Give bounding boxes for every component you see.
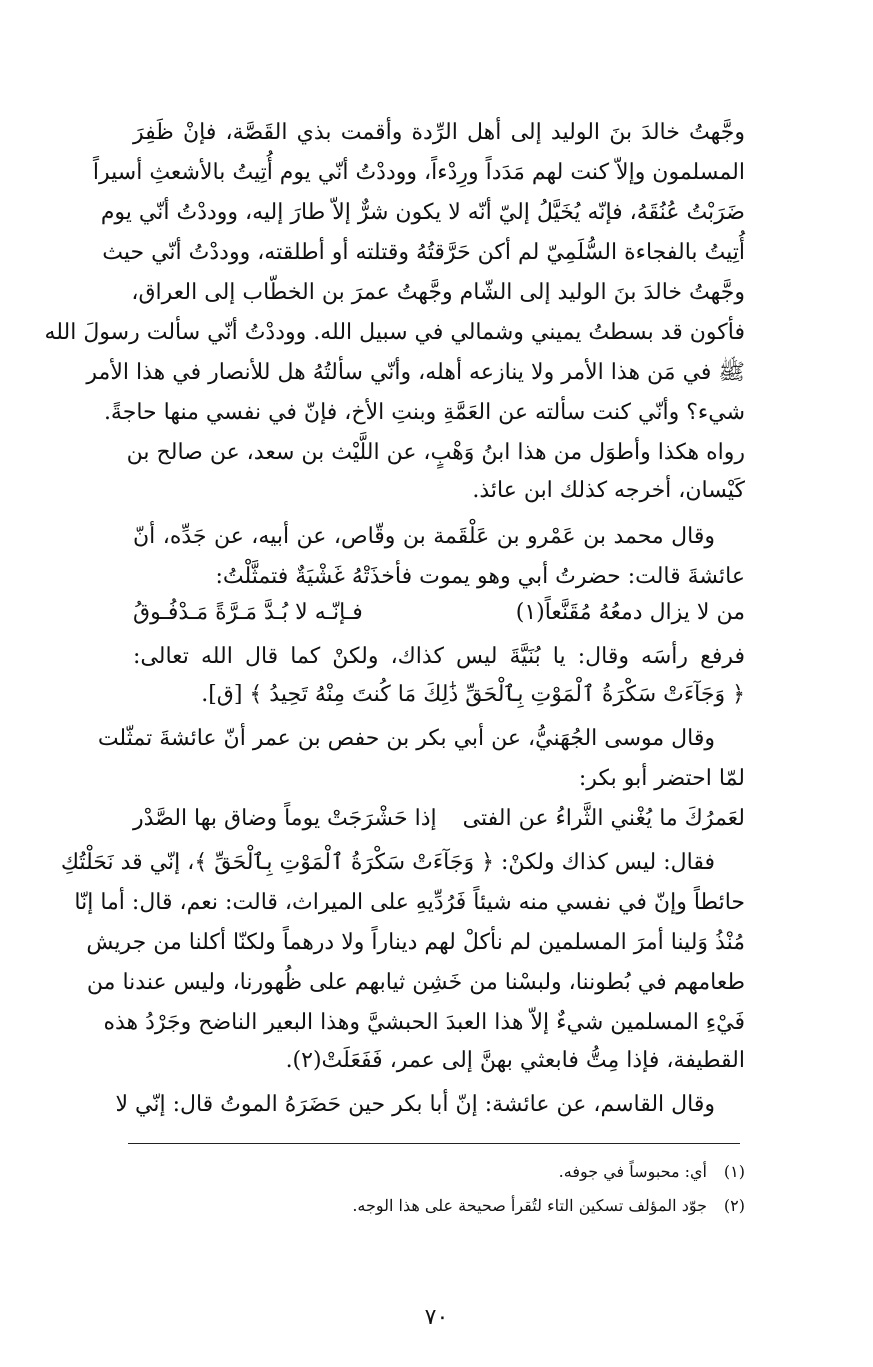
- verse-second-hemistich: فـإنّـه لا بُـدَّ مَـرَّةً مَـدْفُـوقُ: [133, 600, 363, 625]
- body-line: وقال محمد بن عَمْرو بن عَلْقَمة بن وقّاص، عن أبيه، عن جَدِّه، أنّ: [133, 524, 715, 549]
- body-line: ضَرَبْتُ عُنُقَهُ، فإنّه يُخَيَّلُ إليّ أنّه لا يكون شرٌّ إلاّ طارَ إليه، ووددْتُ أنّي يوم: [100, 200, 745, 225]
- quran-verse-line: ﴿ وَجَآءَتْ سَكْرَةُ ٱلْمَوْتِ بِٱلْحَقِّ ذَٰلِكَ مَا كُنتَ مِنْهُ تَحِيدُ ﴾ [ق].: [201, 682, 745, 707]
- poetry-verse: [133, 804, 745, 834]
- body-line: عائشةَ قالت: حضرتُ أبي وهو يموت فأخذَتْهُ غَشْيَةٌ فتمثَّلْتُ:: [215, 564, 745, 589]
- verse-second-hemistich: إذا حَشْرَجَتْ يوماً وضاق بها الصَّدْر: [133, 806, 437, 831]
- body-line: شيء؟ وأنّي كنت سألته عن العَمَّةِ وبنتِ الأخ، فإنّ في نفسي منها حاجةً.: [103, 400, 745, 425]
- body-line: لمّا احتضر أبو بكر:: [578, 766, 745, 791]
- body-line: القطيفة، فإذا مِتُّ فابعثي بهنَّ إلى عمر، فَفَعَلَتْ(٢).: [285, 1048, 745, 1073]
- footnote-text: أي: محبوساً في جوفه.: [558, 1162, 707, 1181]
- body-line: فَيْءِ المسلمين شيءٌ إلاّ هذا العبدَ الحبشيَّ وهذا البعير الناضح وجَرْدُ هذه: [103, 1010, 745, 1035]
- body-line: فأكون قد بسطتُ يميني وشمالي في سبيل الله. ووددْتُ أنّي سألت رسولَ الله: [44, 320, 745, 345]
- body-line: فقال: ليس كذاك ولكنْ: ﴿ وَجَآءَتْ سَكْرَةُ ٱلْمَوْتِ بِٱلْحَقِّ ﴾، إنّي قد نَحَلْتُكِ: [60, 850, 715, 875]
- body-line: كَيْسان، أخرجه كذلك ابن عائذ.: [472, 478, 745, 503]
- footnote-number: (١): [723, 1162, 745, 1181]
- footnote-number: (٢): [723, 1196, 745, 1215]
- footnote-2: [133, 1194, 745, 1218]
- body-line: حائطاً وإنّ في نفسي منه شيئاً فَرُدِّيهِ على الميراث، قالت: نعم، قال: أما إنّا: [74, 890, 745, 915]
- footnote-text: جوّد المؤلف تسكين التاء لتُقرأ صحيحة على هذا الوجه.: [352, 1196, 707, 1215]
- verse-first-hemistich: من لا يزال دمعُهُ مُقَنَّعاً(١): [515, 600, 745, 625]
- body-line: رواه هكذا وأطوَل من هذا ابنُ وَهْبٍ، عن اللَّيْث بن سعد، عن صالح بن: [126, 440, 745, 465]
- body-line: وقال القاسم، عن عائشة: إنّ أبا بكر حين حَضَرَهُ الموتُ قال: إنّي لا: [115, 1092, 715, 1117]
- verse-first-hemistich: لعَمرُكَ ما يُغْني الثَّراءُ عن الفتى: [462, 806, 745, 831]
- footnote-divider: [128, 1143, 740, 1144]
- body-line: وقال موسى الجُهَنيُّ، عن أبي بكر بن حفص بن عمر أنّ عائشةَ تمثّلت: [97, 726, 715, 751]
- body-line: فرفع رأسَه وقال: يا بُنَيَّةَ ليس كذاك، ولكنْ كما قال الله تعالى:: [133, 644, 745, 669]
- body-line: وجَّهتُ خالدَ بنَ الوليد إلى الشّام وجَّهتُ عمرَ بن الخطّاب إلى العراق،: [131, 280, 745, 305]
- body-line: طعامهم في بُطوننا، ولبسْنا من خَشِن ثيابهم على ظُهورنا، وليس عندنا من: [86, 970, 745, 995]
- footnote-1: [133, 1160, 745, 1184]
- body-line: مُنْذُ وَلينا أمرَ المسلمين لم نأكلْ لهم ديناراً ولا درهماً ولكنّا أكلنا من جريش: [86, 930, 745, 955]
- poetry-verse: [133, 598, 745, 628]
- body-line: ﷺ في مَن هذا الأمر ولا ينازعه أهله، وأنّي سألتُهُ هل للأنصار في هذا الأمر: [86, 360, 745, 385]
- body-line: أُتِيتُ بالفجاءة السُّلَمِيّ لم أكن حَرَّقتُهُ وقتلته أو أطلقته، ووددْتُ أنّي حيث: [102, 240, 745, 265]
- body-line: وجَّهتُ خالدَ بنَ الوليد إلى أهل الرِّدة وأقمت بذي القَصَّة، فإنْ ظَفِرَ: [133, 120, 745, 145]
- body-line: المسلمون وإلاّ كنت لهم مَدَداً ورِدْءاً، ووددْتُ أنّي يوم أُتِيتُ بالأشعثِ أسيراً: [92, 160, 745, 185]
- page-number: ٧٠: [424, 1305, 449, 1330]
